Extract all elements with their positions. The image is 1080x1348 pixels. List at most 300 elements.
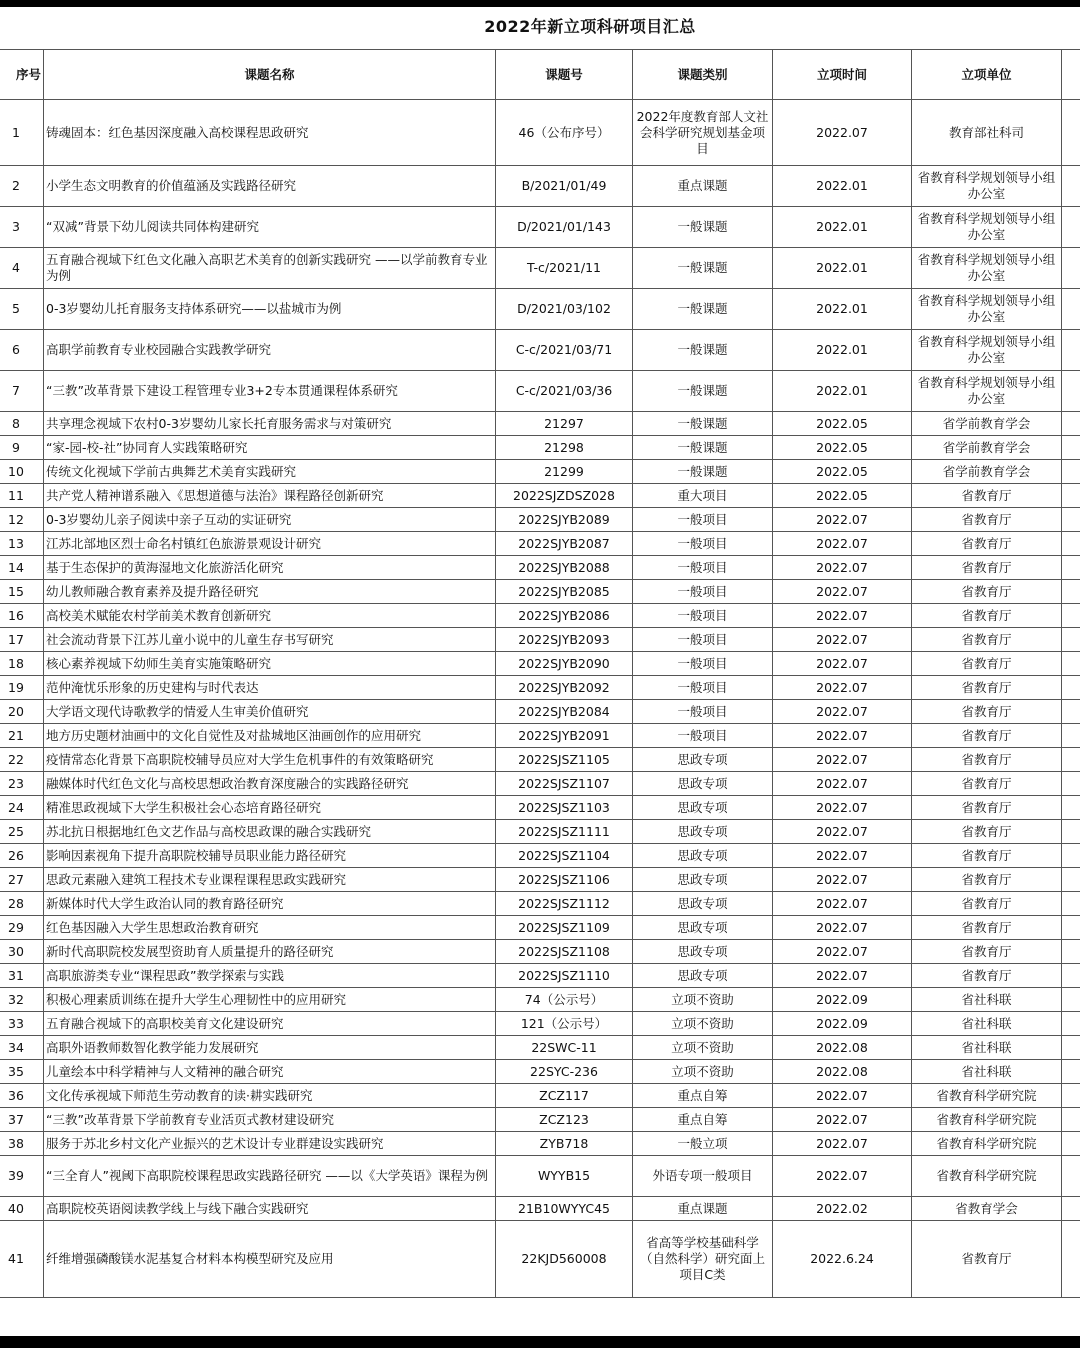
cell-code: 21B10WYYC45	[496, 1197, 633, 1221]
cell-no: 7	[0, 371, 44, 412]
cell-no: 3	[0, 207, 44, 248]
cell-no: 27	[0, 868, 44, 892]
cell-name: 大学语文现代诗歌教学的情爱人生审美价值研究	[44, 700, 496, 724]
cell-name: 基于生态保护的黄海湿地文化旅游活化研究	[44, 556, 496, 580]
table-row	[0, 1060, 1080, 1084]
table-row	[0, 748, 1080, 772]
cell-code: 74（公示号）	[496, 988, 633, 1012]
cell-name: 精准思政视域下大学生积极社会心态培育路径研究	[44, 796, 496, 820]
cell-blank	[1062, 892, 1080, 916]
cell-code: 121（公示号）	[496, 1012, 633, 1036]
table-row	[0, 916, 1080, 940]
cell-unit: 省教育厅	[912, 1221, 1062, 1298]
cell-category: 一般课题	[633, 371, 773, 412]
cell-unit: 省教育厅	[912, 676, 1062, 700]
cell-no: 9	[0, 436, 44, 460]
cell-code: C-c/2021/03/36	[496, 371, 633, 412]
cell-category: 一般项目	[633, 556, 773, 580]
cell-code: 2022SJYB2088	[496, 556, 633, 580]
cell-category: 思政专项	[633, 820, 773, 844]
cell-time: 2022.07	[773, 892, 912, 916]
cell-time: 2022.08	[773, 1036, 912, 1060]
cell-unit: 省教育科学研究院	[912, 1156, 1062, 1197]
cell-unit: 省教育厅	[912, 940, 1062, 964]
cell-unit: 省教育厅	[912, 868, 1062, 892]
cell-unit: 省教育厅	[912, 580, 1062, 604]
cell-unit: 省教育科学规划领导小组办公室	[912, 330, 1062, 371]
cell-unit: 省教育厅	[912, 772, 1062, 796]
cell-blank	[1062, 700, 1080, 724]
cell-category: 重点自筹	[633, 1108, 773, 1132]
cell-code: 22KJD560008	[496, 1221, 633, 1298]
cell-no: 41	[0, 1221, 44, 1298]
cell-time: 2022.01	[773, 371, 912, 412]
cell-time: 2022.07	[773, 100, 912, 166]
cell-no: 19	[0, 676, 44, 700]
cell-time: 2022.05	[773, 412, 912, 436]
cell-time: 2022.07	[773, 1156, 912, 1197]
cell-no: 36	[0, 1084, 44, 1108]
cell-code: 2022SJYB2087	[496, 532, 633, 556]
cell-unit: 省教育厅	[912, 532, 1062, 556]
cell-code: 2022SJYB2090	[496, 652, 633, 676]
cell-name: 高校美术赋能农村学前美术教育创新研究	[44, 604, 496, 628]
table-row	[0, 892, 1080, 916]
cell-time: 2022.05	[773, 484, 912, 508]
cell-category: 一般项目	[633, 580, 773, 604]
cell-code: C-c/2021/03/71	[496, 330, 633, 371]
cell-name: 五育融合视域下红色文化融入高职艺术美育的创新实践研究 ——以学前教育专业为例	[44, 248, 496, 289]
cell-no: 24	[0, 796, 44, 820]
header-category: 课题类别	[633, 50, 773, 100]
cell-unit: 省教育厅	[912, 508, 1062, 532]
cell-category: 一般项目	[633, 724, 773, 748]
cell-category: 立项不资助	[633, 1060, 773, 1084]
table-row	[0, 988, 1080, 1012]
cell-category: 一般课题	[633, 412, 773, 436]
cell-unit: 省教育厅	[912, 628, 1062, 652]
cell-category: 一般课题	[633, 248, 773, 289]
cell-blank	[1062, 1108, 1080, 1132]
cell-name: 传统文化视域下学前古典舞艺术美育实践研究	[44, 460, 496, 484]
cell-category: 思政专项	[633, 964, 773, 988]
cell-code: 2022SJYB2084	[496, 700, 633, 724]
cell-name: 高职学前教育专业校园融合实践教学研究	[44, 330, 496, 371]
table-row	[0, 676, 1080, 700]
cell-blank	[1062, 460, 1080, 484]
table-body	[0, 100, 1080, 1298]
cell-name: 社会流动背景下江苏儿童小说中的儿童生存书写研究	[44, 628, 496, 652]
cell-blank	[1062, 676, 1080, 700]
cell-code: 21299	[496, 460, 633, 484]
cell-no: 29	[0, 916, 44, 940]
cell-unit: 省教育厅	[912, 556, 1062, 580]
cell-time: 2022.07	[773, 916, 912, 940]
cell-time: 2022.07	[773, 1108, 912, 1132]
cell-time: 2022.07	[773, 604, 912, 628]
cell-blank	[1062, 371, 1080, 412]
table-row	[0, 460, 1080, 484]
cell-name: 苏北抗日根据地红色文艺作品与高校思政课的融合实践研究	[44, 820, 496, 844]
cell-blank	[1062, 724, 1080, 748]
cell-category: 一般项目	[633, 508, 773, 532]
cell-blank	[1062, 652, 1080, 676]
cell-category: 重点课题	[633, 1197, 773, 1221]
table-row	[0, 330, 1080, 371]
cell-code: WYYB15	[496, 1156, 633, 1197]
table-row	[0, 371, 1080, 412]
cell-category: 立项不资助	[633, 1012, 773, 1036]
cell-category: 思政专项	[633, 796, 773, 820]
top-border-bar	[0, 0, 1080, 7]
cell-name: 积极心理素质训练在提升大学生心理韧性中的应用研究	[44, 988, 496, 1012]
cell-unit: 省教育厅	[912, 892, 1062, 916]
cell-name: 文化传承视域下师范生劳动教育的读·耕实践研究	[44, 1084, 496, 1108]
table-row	[0, 604, 1080, 628]
cell-code: 21298	[496, 436, 633, 460]
cell-name: 思政元素融入建筑工程技术专业课程课程思政实践研究	[44, 868, 496, 892]
cell-name: 范仲淹忧乐形象的历史建构与时代表达	[44, 676, 496, 700]
cell-time: 2022.07	[773, 556, 912, 580]
cell-name: “三教”改革背景下学前教育专业活页式教材建设研究	[44, 1108, 496, 1132]
cell-unit: 省教育学会	[912, 1197, 1062, 1221]
cell-no: 10	[0, 460, 44, 484]
cell-code: 22SWC-11	[496, 1036, 633, 1060]
cell-no: 31	[0, 964, 44, 988]
cell-blank	[1062, 820, 1080, 844]
cell-category: 2022年度教育部人文社会科学研究规划基金项目	[633, 100, 773, 166]
cell-name: “三全育人”视阈下高职院校课程思政实践路径研究 ——以《大学英语》课程为例	[44, 1156, 496, 1197]
table-row	[0, 844, 1080, 868]
cell-no: 38	[0, 1132, 44, 1156]
cell-code: 2022SJYB2086	[496, 604, 633, 628]
table-row	[0, 412, 1080, 436]
cell-no: 17	[0, 628, 44, 652]
cell-unit: 省教育厅	[912, 604, 1062, 628]
cell-no: 22	[0, 748, 44, 772]
table-row	[0, 556, 1080, 580]
cell-unit: 省教育科学规划领导小组办公室	[912, 371, 1062, 412]
header-unit: 立项单位	[912, 50, 1062, 100]
projects-table	[0, 49, 1080, 1298]
cell-category: 一般课题	[633, 207, 773, 248]
cell-blank	[1062, 628, 1080, 652]
bottom-border-bar	[0, 1336, 1080, 1348]
cell-unit: 省社科联	[912, 1012, 1062, 1036]
cell-no: 15	[0, 580, 44, 604]
cell-name: 共产党人精神谱系融入《思想道德与法治》课程路径创新研究	[44, 484, 496, 508]
cell-category: 一般课题	[633, 436, 773, 460]
cell-unit: 省教育厅	[912, 700, 1062, 724]
cell-category: 思政专项	[633, 868, 773, 892]
table-row	[0, 724, 1080, 748]
cell-name: 幼儿教师融合教育素养及提升路径研究	[44, 580, 496, 604]
cell-blank	[1062, 166, 1080, 207]
cell-blank	[1062, 412, 1080, 436]
header-code: 课题号	[496, 50, 633, 100]
cell-unit: 省教育厅	[912, 916, 1062, 940]
table-row	[0, 796, 1080, 820]
cell-name: 纤维增强磷酸镁水泥基复合材料本构模型研究及应用	[44, 1221, 496, 1298]
cell-no: 39	[0, 1156, 44, 1197]
cell-code: 2022SJSZ1105	[496, 748, 633, 772]
table-row	[0, 1036, 1080, 1060]
cell-name: “家-园-校-社”协同育人实践策略研究	[44, 436, 496, 460]
table-row	[0, 1108, 1080, 1132]
cell-unit: 省社科联	[912, 1060, 1062, 1084]
cell-code: 2022SJSZ1104	[496, 844, 633, 868]
spreadsheet	[0, 49, 1080, 1298]
cell-blank	[1062, 580, 1080, 604]
cell-name: 影响因素视角下提升高职院校辅导员职业能力路径研究	[44, 844, 496, 868]
cell-code: ZCZ117	[496, 1084, 633, 1108]
cell-time: 2022.07	[773, 508, 912, 532]
cell-name: 核心素养视域下幼师生美育实施策略研究	[44, 652, 496, 676]
cell-code: 46（公布序号）	[496, 100, 633, 166]
cell-code: 2022SJYB2092	[496, 676, 633, 700]
cell-blank	[1062, 484, 1080, 508]
cell-category: 一般项目	[633, 628, 773, 652]
cell-blank	[1062, 916, 1080, 940]
cell-no: 28	[0, 892, 44, 916]
cell-blank	[1062, 604, 1080, 628]
cell-name: 高职院校英语阅读教学线上与线下融合实践研究	[44, 1197, 496, 1221]
cell-no: 8	[0, 412, 44, 436]
table-row	[0, 166, 1080, 207]
cell-no: 25	[0, 820, 44, 844]
cell-blank	[1062, 1012, 1080, 1036]
cell-name: 江苏北部地区烈士命名村镇红色旅游景观设计研究	[44, 532, 496, 556]
cell-unit: 省教育科学研究院	[912, 1132, 1062, 1156]
cell-no: 5	[0, 289, 44, 330]
cell-time: 2022.07	[773, 820, 912, 844]
cell-unit: 省教育厅	[912, 820, 1062, 844]
cell-unit: 省教育厅	[912, 484, 1062, 508]
cell-time: 2022.09	[773, 1012, 912, 1036]
cell-code: 2022SJYB2085	[496, 580, 633, 604]
cell-name: 0-3岁婴幼儿亲子阅读中亲子互动的实证研究	[44, 508, 496, 532]
cell-no: 30	[0, 940, 44, 964]
header-no: 序号	[0, 50, 44, 100]
cell-category: 思政专项	[633, 748, 773, 772]
cell-time: 2022.07	[773, 964, 912, 988]
cell-no: 33	[0, 1012, 44, 1036]
cell-name: 疫情常态化背景下高职院校辅导员应对大学生危机事件的有效策略研究	[44, 748, 496, 772]
cell-name: 五育融合视域下的高职校美育文化建设研究	[44, 1012, 496, 1036]
cell-category: 一般项目	[633, 676, 773, 700]
cell-name: 红色基因融入大学生思想政治教育研究	[44, 916, 496, 940]
cell-time: 2022.07	[773, 1132, 912, 1156]
header-time: 立项时间	[773, 50, 912, 100]
table-row	[0, 1084, 1080, 1108]
cell-blank	[1062, 796, 1080, 820]
cell-category: 一般项目	[633, 700, 773, 724]
cell-name: 新时代高职院校发展型资助育人质量提升的路径研究	[44, 940, 496, 964]
cell-code: ZCZ123	[496, 1108, 633, 1132]
cell-name: “三教”改革背景下建设工程管理专业3+2专本贯通课程体系研究	[44, 371, 496, 412]
cell-time: 2022.01	[773, 330, 912, 371]
cell-unit: 省教育科学规划领导小组办公室	[912, 166, 1062, 207]
table-row	[0, 1156, 1080, 1197]
table-row	[0, 1221, 1080, 1298]
cell-blank	[1062, 748, 1080, 772]
cell-blank	[1062, 508, 1080, 532]
cell-unit: 省教育厅	[912, 844, 1062, 868]
cell-blank	[1062, 1084, 1080, 1108]
cell-code: D/2021/03/102	[496, 289, 633, 330]
cell-category: 一般立项	[633, 1132, 773, 1156]
cell-no: 11	[0, 484, 44, 508]
cell-blank	[1062, 772, 1080, 796]
cell-name: 服务于苏北乡村文化产业振兴的艺术设计专业群建设实践研究	[44, 1132, 496, 1156]
cell-code: T-c/2021/11	[496, 248, 633, 289]
cell-code: 2022SJSZ1112	[496, 892, 633, 916]
cell-category: 重点课题	[633, 166, 773, 207]
table-row	[0, 580, 1080, 604]
cell-time: 2022.01	[773, 248, 912, 289]
cell-name: 共享理念视域下农村0-3岁婴幼儿家长托育服务需求与对策研究	[44, 412, 496, 436]
table-row	[0, 868, 1080, 892]
cell-name: 小学生态文明教育的价值蕴涵及实践路径研究	[44, 166, 496, 207]
cell-category: 重大项目	[633, 484, 773, 508]
cell-no: 12	[0, 508, 44, 532]
cell-no: 40	[0, 1197, 44, 1221]
table-row	[0, 940, 1080, 964]
header-blank	[1062, 50, 1080, 100]
cell-code: 22SYC-236	[496, 1060, 633, 1084]
table-row	[0, 700, 1080, 724]
cell-category: 一般项目	[633, 652, 773, 676]
cell-blank	[1062, 964, 1080, 988]
cell-code: 2022SJSZ1106	[496, 868, 633, 892]
cell-no: 16	[0, 604, 44, 628]
document-title: 2022年新立项科研项目汇总	[484, 17, 696, 36]
cell-no: 23	[0, 772, 44, 796]
cell-blank	[1062, 100, 1080, 166]
header-name: 课题名称	[44, 50, 496, 100]
cell-time: 2022.07	[773, 580, 912, 604]
cell-blank	[1062, 1132, 1080, 1156]
cell-blank	[1062, 844, 1080, 868]
cell-unit: 省学前教育学会	[912, 412, 1062, 436]
cell-no: 4	[0, 248, 44, 289]
cell-time: 2022.05	[773, 460, 912, 484]
cell-time: 2022.07	[773, 844, 912, 868]
cell-unit: 省社科联	[912, 1036, 1062, 1060]
cell-code: 2022SJZDSZ028	[496, 484, 633, 508]
cell-blank	[1062, 330, 1080, 371]
cell-name: 融媒体时代红色文化与高校思想政治教育深度融合的实践路径研究	[44, 772, 496, 796]
table-row	[0, 1012, 1080, 1036]
cell-code: D/2021/01/143	[496, 207, 633, 248]
cell-no: 13	[0, 532, 44, 556]
cell-category: 立项不资助	[633, 988, 773, 1012]
cell-blank	[1062, 1221, 1080, 1298]
cell-name: 新媒体时代大学生政治认同的教育路径研究	[44, 892, 496, 916]
cell-unit: 省教育厅	[912, 652, 1062, 676]
table-row	[0, 820, 1080, 844]
table-row	[0, 248, 1080, 289]
cell-no: 37	[0, 1108, 44, 1132]
cell-name: 儿童绘本中科学精神与人文精神的融合研究	[44, 1060, 496, 1084]
cell-blank	[1062, 1156, 1080, 1197]
cell-code: 2022SJSZ1107	[496, 772, 633, 796]
cell-unit: 省社科联	[912, 988, 1062, 1012]
cell-no: 34	[0, 1036, 44, 1060]
cell-code: 2022SJSZ1108	[496, 940, 633, 964]
cell-code: ZYB718	[496, 1132, 633, 1156]
cell-time: 2022.07	[773, 748, 912, 772]
cell-code: 2022SJSZ1103	[496, 796, 633, 820]
cell-blank	[1062, 532, 1080, 556]
cell-time: 2022.01	[773, 166, 912, 207]
cell-category: 思政专项	[633, 892, 773, 916]
cell-category: 重点自筹	[633, 1084, 773, 1108]
cell-category: 一般课题	[633, 289, 773, 330]
cell-category: 一般课题	[633, 460, 773, 484]
table-row	[0, 628, 1080, 652]
table-row	[0, 652, 1080, 676]
cell-blank	[1062, 1036, 1080, 1060]
cell-code: 2022SJYB2091	[496, 724, 633, 748]
cell-code: 2022SJYB2093	[496, 628, 633, 652]
cell-time: 2022.09	[773, 988, 912, 1012]
cell-code: B/2021/01/49	[496, 166, 633, 207]
cell-category: 一般课题	[633, 330, 773, 371]
cell-no: 21	[0, 724, 44, 748]
cell-time: 2022.01	[773, 289, 912, 330]
cell-blank	[1062, 988, 1080, 1012]
cell-category: 思政专项	[633, 772, 773, 796]
cell-unit: 省教育厅	[912, 748, 1062, 772]
cell-name: 高职外语教师数智化教学能力发展研究	[44, 1036, 496, 1060]
cell-time: 2022.07	[773, 724, 912, 748]
cell-time: 2022.6.24	[773, 1221, 912, 1298]
table-row	[0, 1132, 1080, 1156]
table-row	[0, 207, 1080, 248]
cell-no: 20	[0, 700, 44, 724]
cell-unit: 省学前教育学会	[912, 436, 1062, 460]
cell-no: 35	[0, 1060, 44, 1084]
cell-no: 26	[0, 844, 44, 868]
cell-time: 2022.07	[773, 772, 912, 796]
cell-code: 21297	[496, 412, 633, 436]
table-row	[0, 484, 1080, 508]
cell-time: 2022.07	[773, 868, 912, 892]
cell-blank	[1062, 940, 1080, 964]
cell-no: 14	[0, 556, 44, 580]
cell-unit: 省教育科学规划领导小组办公室	[912, 289, 1062, 330]
cell-category: 思政专项	[633, 844, 773, 868]
cell-unit: 教育部社科司	[912, 100, 1062, 166]
cell-time: 2022.07	[773, 796, 912, 820]
cell-blank	[1062, 436, 1080, 460]
cell-blank	[1062, 289, 1080, 330]
cell-unit: 省教育厅	[912, 724, 1062, 748]
table-row	[0, 289, 1080, 330]
cell-blank	[1062, 556, 1080, 580]
cell-blank	[1062, 248, 1080, 289]
cell-name: “双减”背景下幼儿阅读共同体构建研究	[44, 207, 496, 248]
table-header-row	[0, 50, 1080, 100]
cell-time: 2022.02	[773, 1197, 912, 1221]
cell-unit: 省教育厅	[912, 964, 1062, 988]
cell-time: 2022.05	[773, 436, 912, 460]
cell-time: 2022.07	[773, 628, 912, 652]
cell-name: 铸魂固本：红色基因深度融入高校课程思政研究	[44, 100, 496, 166]
cell-code: 2022SJYB2089	[496, 508, 633, 532]
cell-category: 思政专项	[633, 916, 773, 940]
